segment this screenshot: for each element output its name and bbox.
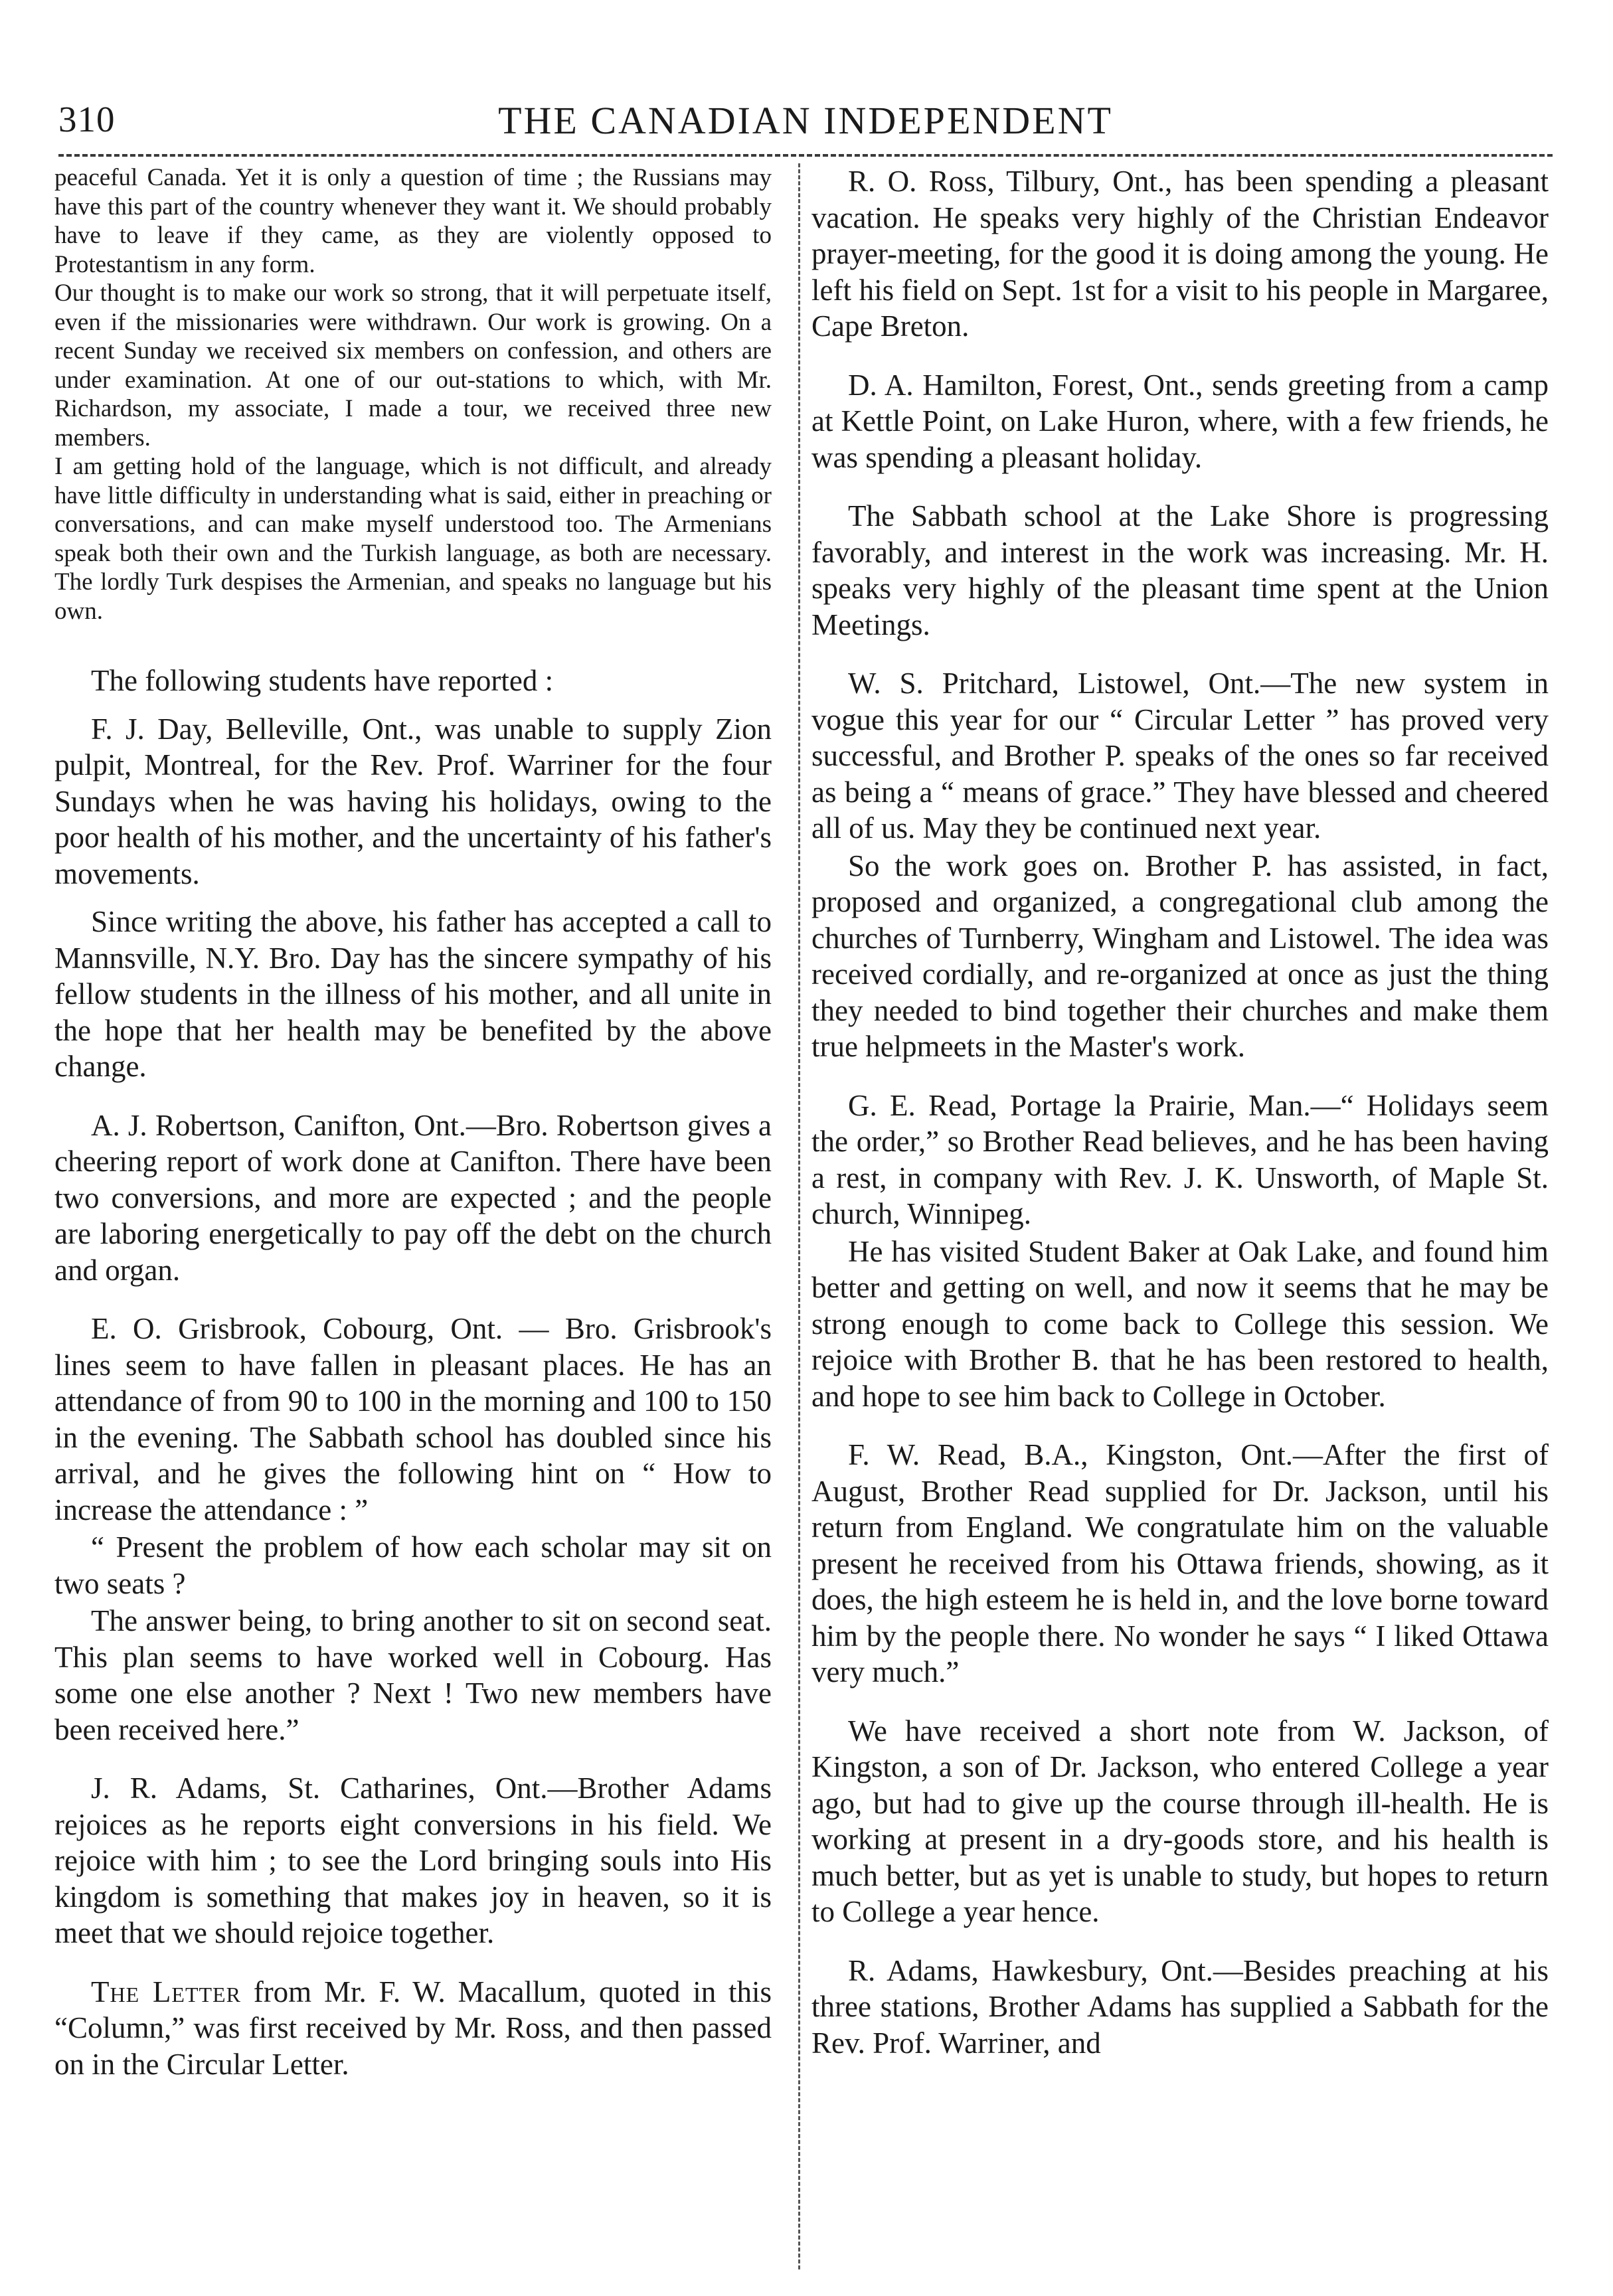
student-report: G. E. Read, Portage la Prairie, Man.—“ Holidays seem the order,” so Brother Read believes, and he has been having a rest, in company with Rev. J. K. Unsworth, of Maple St. church, Winnipeg.: [811, 1088, 1549, 1230]
page-number: 310: [58, 99, 116, 139]
student-report: Since writing the above, his father has accepted a call to Mannsville, N.Y. Bro. Day has the sincere sympathy of his fellow students in the illness of his mother, and all unite in the hope that her health may be benefited by the above change.: [54, 905, 772, 1083]
section-intro: The following students have reported :: [91, 664, 554, 697]
student-report: D. A. Hamilton, Forest, Ont., sends greeting from a camp at Kettle Point, on Lake Huron, where, with a few friends, he was spending a pleasant holiday.: [811, 368, 1549, 474]
student-report: J. R. Adams, St. Catharines, Ont.—Brother Adams rejoices as he reports eight conversions in his field. We rejoice with him ; to see the Lord bringing souls into His kingdom is something that makes joy in heaven, so it is meet that we should rejoice together.: [54, 1771, 772, 1949]
student-report: R. O. Ross, Tilbury, Ont., has been spending a pleasant vacation. He speaks very highly of the Christian Endeavor prayer-meeting, for the good it is doing among the young. He left his field on Sept. 1st for a visit to his people in Margaree, Cape Breton.: [811, 165, 1549, 343]
letter-note: [54, 1974, 772, 2083]
student-report: So the work goes on. Brother P. has assisted, in fact, proposed and organized, a congregational club among the churches of Turnberry, Wingham and Listowel. The idea was received cordially, and re-organized at once as just the thing they needed to bind together their churches and make them true helpmeets in the Master's work.: [811, 849, 1549, 1063]
student-report: F. J. Day, Belleville, Ont., was unable to supply Zion pulpit, Montreal, for the Rev. Prof. Warriner for the four Sundays when he was having his holidays, owing to the poor health of his mother, and the uncertainty of his father's movements.: [54, 712, 772, 890]
page-header: [58, 98, 1553, 151]
right-column: [811, 163, 1549, 2061]
letter-paragraph: Our thought is to make our work so strong, that it will perpetuate itself, even if the missionaries were withdrawn. Our work is growing. On a recent Sunday we received six members on confession, and others are under examination. At one of our out-stations to which, with Mr. Richardson, my associate, I made a tour, we received three new members.: [54, 280, 772, 451]
quoted-hint: “ Present the problem of how each scholar may sit on two seats ?: [54, 1530, 772, 1600]
student-report: W. S. Pritchard, Listowel, Ont.—The new system in vogue this year for our “ Circular Letter ” has proved very successful, and Brother P. speaks of the ones so far received as being a “ means of grace.” They have blessed and cheered all of us. May they be continued next year.: [811, 667, 1549, 845]
left-column: [54, 163, 772, 2082]
journal-title: THE CANADIAN INDEPENDENT: [498, 99, 1113, 142]
letter-note-text: from Mr. F. W. Macallum, quoted in this “Column,” was first received by Mr. Ross, and then passed on in the Circular Letter.: [54, 1975, 772, 2081]
letter-paragraph: peaceful Canada. Yet it is only a question of time ; the Russians may have this part of the country whenever they want it. We should probably have to leave if they came, as they are violently opposed to Protestantism in any form.: [54, 164, 772, 278]
student-report: E. O. Grisbrook, Cobourg, Ont. — Bro. Grisbrook's lines seem to have fallen in pleasant places. He has an attendance of from 90 to 100 in the morning and 100 to 150 in the evening. The Sabbath school has doubled since his arrival, and he gives the following hint on “ How to increase the attendance : ”: [54, 1312, 772, 1526]
student-report: R. Adams, Hawkesbury, Ont.—Besides preaching at his three stations, Brother Adams has supplied a Sabbath for the Rev. Prof. Warriner, and: [811, 1953, 1549, 2060]
header-rule: [58, 154, 1553, 157]
student-report: The Sabbath school at the Lake Shore is progressing favorably, and interest in the work was increasing. Mr. H. speaks very highly of the pleasant time spent at the Union Meetings.: [811, 499, 1549, 641]
student-report: He has visited Student Baker at Oak Lake, and found him better and getting on well, and now it seems that he may be strong enough to come back to College this session. We rejoice with Brother B. that he has been restored to health, and hope to see him back to College in October.: [811, 1234, 1549, 1413]
student-report: The answer being, to bring another to sit on second seat. This plan seems to have worked well in Cobourg. Has some one else another ? Next ! Two new members have been received here.”: [54, 1604, 772, 1746]
student-report: F. W. Read, B.A., Kingston, Ont.—After the first of August, Brother Read supplied for Dr. Jackson, until his return from England. We congratulate him on the valuable present he received from his Ottawa friends, showing, as it does, the high esteem he is held in, and the love borne toward him by the people there. No wonder he says “ I liked Ottawa very much.”: [811, 1438, 1549, 1688]
student-report: We have received a short note from W. Jackson, of Kingston, a son of Dr. Jackson, who entered College a year ago, but had to give up the course through ill-health. He is working at present in a dry-goods store, and his health is much better, but as yet is unable to study, but hopes to return to College a year hence.: [811, 1714, 1549, 1928]
column-divider: [798, 163, 800, 2269]
student-report: A. J. Robertson, Canifton, Ont.—Bro. Robertson gives a cheering report of work done at Canifton. There have been two conversions, and more are expected ; and the people are laboring energetically to pay off the debt on the church and organ.: [54, 1108, 772, 1287]
letter-note-lead: The Letter: [91, 1975, 241, 2009]
letter-paragraph: I am getting hold of the language, which is not difficult, and already have little difficulty in understanding what is said, either in preaching or conversations, and can make myself understood too. The Armenians speak both their own and the Turkish language, as both are necessary. The lordly Turk despises the Armenian, and speaks no language but his own.: [54, 453, 772, 625]
